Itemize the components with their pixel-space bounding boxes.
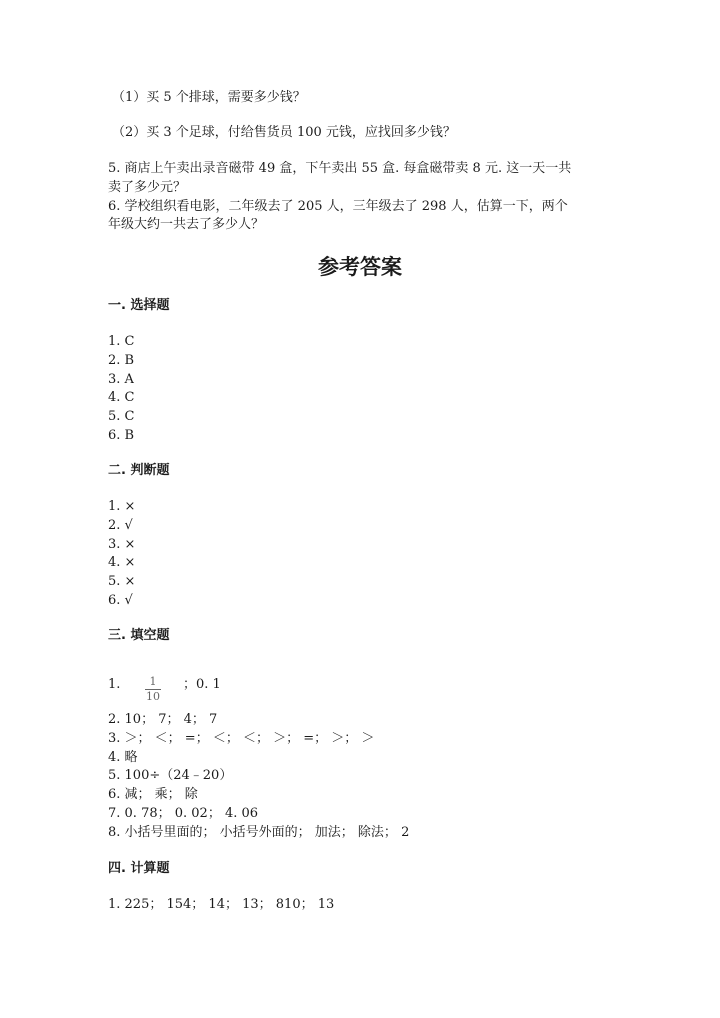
section-3-answer: 7. 0. 78； 0. 02； 4. 06 (108, 806, 259, 821)
section-3-answer-1-prefix: 1. (108, 677, 121, 692)
section-2-answer: 5. × (108, 574, 136, 589)
fraction-one-tenth (145, 676, 161, 703)
section-3-answer: 6. 减； 乘； 除 (108, 787, 198, 802)
section-3-answer: 8. 小括号里面的； 小括号外面的； 加法； 除法； 2 (108, 825, 410, 840)
section-3-answer: 4. 略 (108, 750, 138, 765)
section-2-answer: 3. × (108, 537, 136, 552)
answers-title: 参考答案 (318, 255, 402, 279)
section-2-title: 二. 判断题 (108, 463, 170, 478)
question-5-line-2: 卖了多少元？ (108, 180, 187, 195)
section-2-answer: 6. √ (108, 593, 133, 608)
section-3-answer: 5. 100÷（24﹣20） (108, 768, 233, 783)
fraction-numerator: 1 (149, 675, 157, 688)
section-1-answer: 2. B (108, 353, 135, 368)
fraction-denominator: 10 (146, 690, 160, 703)
question-4-part-2: （2）买 3 个足球，付给售货员 100 元钱，应找回多少钱？ (112, 125, 456, 140)
section-2-answer: 2. √ (108, 518, 133, 533)
question-4-part-1: （1）买 5 个排球，需要多少钱？ (112, 90, 306, 105)
question-5-line-1: 5. 商店上午卖出录音磁带 49 盒，下午卖出 55 盒. 每盒磁带卖 8 元. 这一天一共 (108, 161, 572, 176)
question-6-line-2: 年级大约一共去了多少人？ (108, 217, 265, 232)
section-3-answer: 2. 10； 7； 4； 7 (108, 712, 218, 727)
question-6-line-1: 6. 学校组织看电影，二年级去了 205 人，三年级去了 298 人，估算一下，两个 (108, 199, 568, 214)
section-1-answer: 1. C (108, 334, 135, 349)
section-3-answer: 3. ＞； ＜； =； ＜； ＜； ＞； =； ＞； ＞ (108, 731, 375, 746)
section-1-answer: 4. C (108, 390, 135, 405)
section-2-answer: 4. × (108, 555, 136, 570)
section-1-answer: 6. B (108, 428, 135, 443)
section-2-answer: 1. × (108, 499, 136, 514)
section-4-title: 四. 计算题 (108, 861, 170, 876)
section-1-answer: 5. C (108, 409, 135, 424)
section-3-answer-1-suffix: ；0. 1 (183, 677, 221, 692)
section-4-answer: 1. 225； 154； 14； 13； 810； 13 (108, 897, 335, 912)
section-3-title: 三. 填空题 (108, 628, 170, 643)
section-1-answer: 3. A (108, 372, 134, 387)
section-1-title: 一. 选择题 (108, 298, 170, 313)
